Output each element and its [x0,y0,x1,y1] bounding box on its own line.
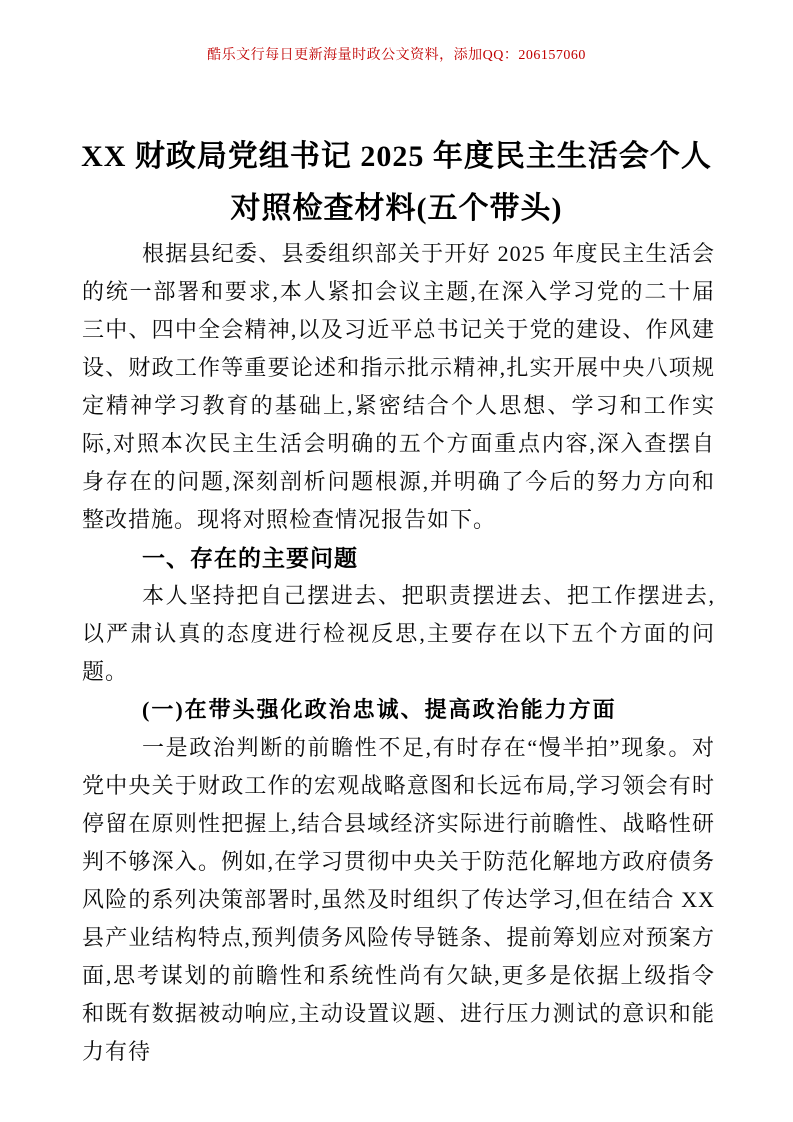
paragraph-section1-intro: 本人坚持把自己摆进去、把职责摆进去、把工作摆进去,以严肃认真的态度进行检视反思,主要存在以下五个方面的问题。 [82,583,715,684]
paragraph-subsection1-body: 一是政治判断的前瞻性不足,有时存在“慢半拍”现象。对党中央关于财政工作的宏观战略意图和长远布局,学习领会有时停留在原则性把握上,结合县域经济实际进行前瞻性、战略性研判不够深入。例如,在学习贯彻中央关于防范化解地方政府债务风险的系列决策部署时,虽然及时组织了传达学习,但在结合 XX 县产业结构特点,预判债务风险传导链条、提前筹划应对预案方面,思考谋划的前瞻性和系统性尚有欠缺,更多是依据上级指令和既有数据被动响应,主动设置议题、进行压力测试的意识和能力有待 [82,735,715,1064]
header-notice: 酷乐文行每日更新海量时政公文资料，添加QQ：206157060 [207,48,586,63]
section-heading-1: 一、存在的主要问题 [142,545,358,571]
subsection-heading-1: (一)在带头强化政治忠诚、提高政治能力方面 [142,697,617,722]
document-title-line1: XX 财政局党组书记 2025 年度民主生活会个人 [81,140,712,173]
document-title [0,131,793,235]
document-body [82,235,715,1071]
document-title-line2: 对照检查材料(五个带头) [230,192,563,225]
paragraph-intro: 根据县纪委、县委组织部关于开好 2025 年度民主生活会的统一部署和要求,本人紧扣会议主题,在深入学习党的二十届三中、四中全会精神,以及习近平总书记关于党的建设、作风建设、财政工作等重要论述和指示批示精神,扎实开展中央八项规定精神学习教育的基础上,紧密结合个人思想、学习和工作实际,对照本次民主生活会明确的五个方面重点内容,深入查摆自身存在的问题,深刻剖析问题根源,并明确了今后的努力方向和整改措施。现将对照检查情况报告如下。 [82,241,715,532]
